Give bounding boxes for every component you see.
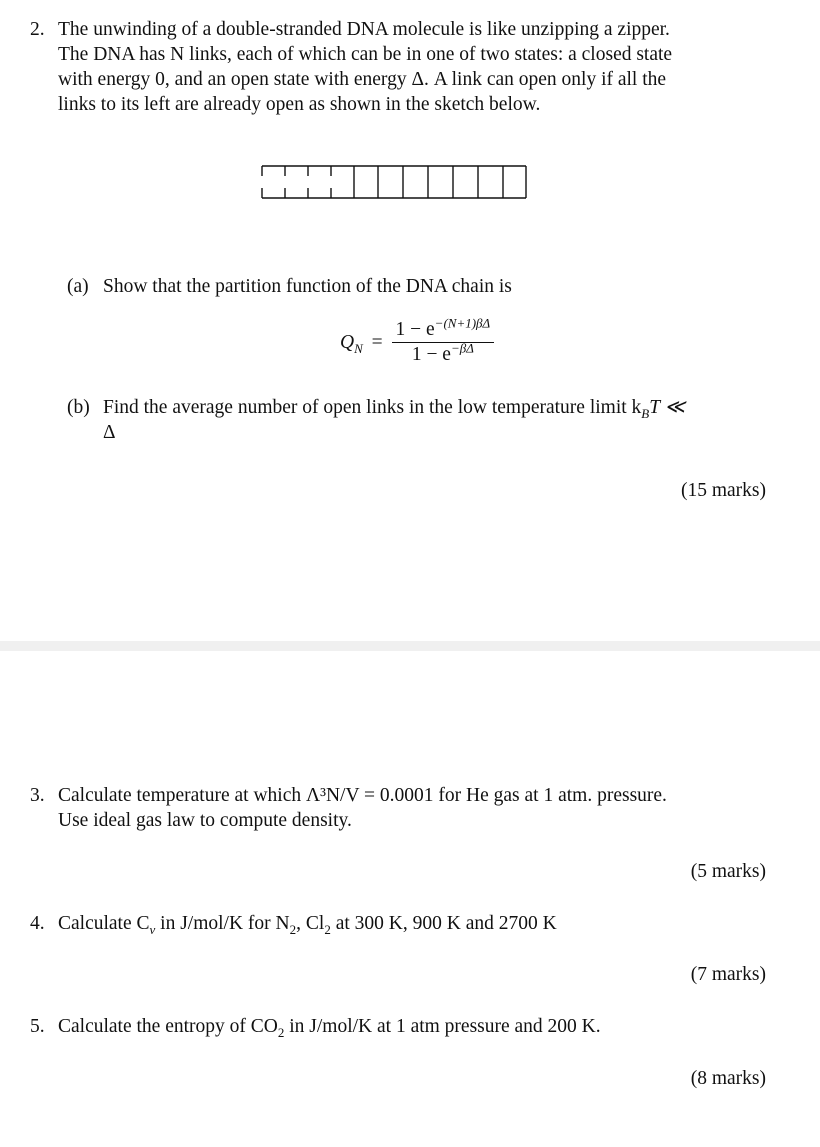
eq-lhs-sub: N: [354, 340, 363, 356]
q2-line-4: links to its left are already open as shown in the sketch below.: [58, 94, 541, 115]
partition-function-equation: [340, 315, 494, 367]
q2-line-1: The unwinding of a double-stranded DNA molecule is like unzipping a zipper.: [58, 19, 670, 40]
q2-line-2: The DNA has N links, each of which can be in one of two states: a closed state: [58, 44, 673, 65]
eq-denominator: $1 - e^{-\beta\Delta}$: [411, 340, 474, 365]
question-3-number: 3.: [30, 785, 45, 806]
question-2-text: [58, 17, 778, 117]
page-separator: [0, 641, 820, 651]
dna-zipper-sketch: [258, 162, 530, 202]
q5-marks: (8 marks): [690, 1068, 766, 1089]
part-b-label: (b): [67, 397, 90, 418]
q2-line-3: with energy 0, and an open state with energy Δ. A link can open only if all the: [58, 69, 667, 90]
eq-numerator: $1 - e^{-(N+1)\beta\Delta}$: [392, 318, 495, 343]
eq-fraction: [392, 315, 495, 367]
eq-lhs: Q: [340, 332, 355, 353]
part-b-line-1: Find the average number of open links in the low temperature limit $k_BT$ ≪: [103, 397, 686, 421]
part-b-line-2: Δ: [103, 422, 116, 443]
part-a-label: (a): [67, 276, 89, 297]
eq-equals: =: [371, 332, 383, 353]
question-5-number: 5.: [30, 1016, 45, 1037]
q3-line-1: Calculate temperature at which Λ³N/V = 0.0001 for He gas at 1 atm. pressure.: [58, 785, 667, 806]
q4-text: Calculate $C_v$ in J/mol/K for $N_2$, $Cl_2$ at 300 K, 900 K and 2700 K: [58, 913, 557, 937]
question-2-number: 2.: [30, 19, 45, 40]
q3-line-2: Use ideal gas law to compute density.: [58, 810, 352, 831]
q2-marks: (15 marks): [680, 480, 766, 501]
q3-marks: (5 marks): [690, 861, 766, 882]
q5-text: Calculate the entropy of $CO_2$ in J/mol/K at 1 atm pressure and 200 K.: [58, 1016, 601, 1040]
question-4-number: 4.: [30, 913, 45, 934]
q4-marks: (7 marks): [690, 964, 766, 985]
part-a-text: Show that the partition function of the DNA chain is: [103, 276, 512, 297]
